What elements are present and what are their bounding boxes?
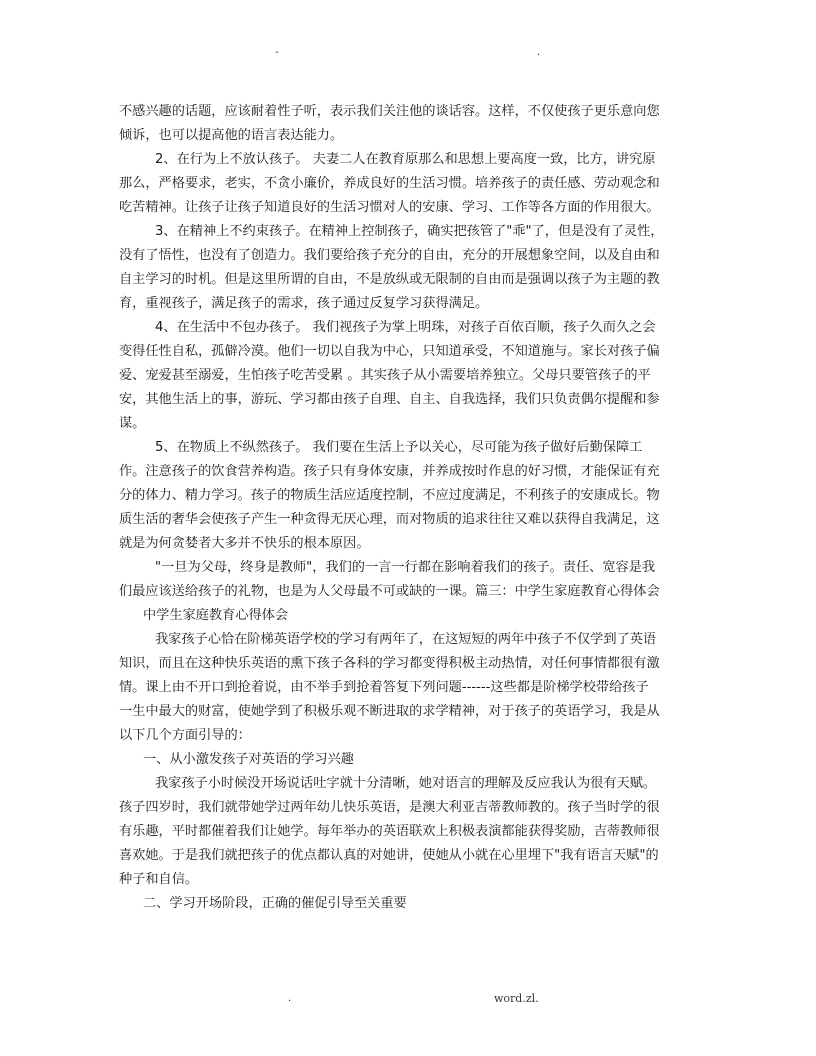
- text-line: 以下几个方面引导的：: [119, 728, 251, 743]
- text-line: 倾诉，也可以提高他的语言表达能力。: [119, 128, 344, 143]
- text-line: 作。注意孩子的饮食营养构造。孩子只有身体安康，并养成按时作息的好习惯，才能保证有充: [119, 464, 660, 479]
- paragraph-5-start: 5、在物质上不纵然孩子。 我们要在生活上予以关心，尽可能为孩子做好后勤保障工: [155, 440, 643, 455]
- footer-left-mark: .: [288, 993, 292, 1004]
- subheading-two: 二、学习开场阶段，正确的催促引导至关重要: [143, 896, 407, 911]
- text-line: 变得任性自私，孤僻冷漠。他们一切以自我为中心，只知道承受，不知道施与。家长对孩子偏: [119, 344, 660, 359]
- quote-paragraph-start: "一旦为父母，终身是教师"，我们的一言一行都在影响着我们的孩子。责任、宽容是我: [155, 560, 656, 575]
- paragraph-talent-start: 我家孩子小时候没开场说话吐字就十分清晰，她对语言的理解及反应我认为很有天赋。: [155, 776, 657, 791]
- header-right-mark: .: [537, 47, 541, 58]
- paragraph-2-start: 2、在行为上不放认孩子。 夫妻二人在教育原那么和思想上要高度一致，比方，讲究原: [155, 152, 656, 167]
- text-line: 分的体力、精力学习。孩子的物质生活应适度控制，不应过度满足，不利孩子的安康成长。物: [119, 488, 660, 503]
- text-line: 情。课上由不开口到抢着说，由不举手到抢着答复下列问题------这些都是阶梯学校带给孩子: [119, 680, 649, 695]
- footer-source-text: word.zl.: [494, 992, 539, 1005]
- text-line: 种子和自信。: [119, 872, 199, 887]
- header-left-mark: -: [275, 47, 279, 58]
- text-line: 吃苦精神。让孩子让孩子知道良好的生活习惯对人的安康、学习、工作等各方面的作用很大。: [119, 200, 660, 215]
- text-line: 有乐趣，平时都催着我们让她学。每年举办的英语联欢上积极表演都能获得奖励，吉蒂教师很: [119, 824, 660, 839]
- text-line: 没有了悟性，也没有了创造力。我们要给孩子充分的自由，充分的开展想象空间，以及自由和: [119, 248, 660, 263]
- text-line: 安，其他生活上的事，游玩、学习都由孩子自理、自主、自我选择，我们只负责偶尔提醒和参: [119, 392, 660, 407]
- text-line: 一生中最大的财富，使她学到了积极乐观不断进取的求学精神，对于孩子的英语学习，我是从: [119, 704, 660, 719]
- text-line: 们最应该送给孩子的礼物，也是为人父母最不可或缺的一课。篇三：中学生家庭教育心得体会: [119, 584, 660, 599]
- text-line: 谋。: [119, 416, 146, 431]
- text-line: 质生活的奢华会使孩子产生一种贪得无厌心理，而对物质的追求往往又难以获得自我满足，这: [119, 512, 660, 527]
- text-line: 就是为何贪婪者大多并不快乐的根本原因。: [119, 536, 370, 551]
- document-body: [119, 100, 709, 916]
- paragraph-4-start: 4、在生活中不包办孩子。 我们视孩子为掌上明珠，对孩子百依百顺，孩子久而久之会: [155, 320, 656, 335]
- text-line: 不感兴趣的话题，应该耐着性子听，表示我们关注他的谈话容。这样，不仅使孩子更乐意向您: [119, 104, 660, 119]
- text-line: 育，重视孩子，满足孩子的需求，孩子通过反复学习获得满足。: [119, 296, 489, 311]
- text-line: 孩子四岁时，我们就带她学过两年幼儿快乐英语，是澳大利亚吉蒂教师教的。孩子当时学的很: [119, 800, 660, 815]
- text-line: 知识，而且在这种快乐英语的熏下孩子各科的学习都变得积极主动热情，对任何事情都很有激: [119, 656, 660, 671]
- text-line: 喜欢她。于是我们就把孩子的优点都认真的对她讲，使她从小就在心里埋下"我有语言天赋"的: [119, 848, 659, 863]
- subheading-one: 一、从小激发孩子对英语的学习兴趣: [143, 752, 354, 767]
- paragraph-3-start: 3、在精神上不约束孩子。在精神上控制孩子，确实把孩管了"乖"了，但是没有了灵性，: [155, 224, 664, 239]
- text-line: 自主学习的时机。但是这里所谓的自由，不是放纵或无限制的自由而是强调以孩子为主题的教: [119, 272, 660, 287]
- section-heading: 中学生家庭教育心得体会: [143, 608, 289, 623]
- text-line: 那么，严格要求，老实，不贪小廉价，养成良好的生活习惯。培养孩子的责任感、劳动观念和: [119, 176, 660, 191]
- text-line: 爱、宠爱甚至溺爱，生怕孩子吃苦受累 。其实孩子从小需要培养独立。父母只要管孩子的平: [119, 368, 651, 383]
- paragraph-english-start: 我家孩子心恰在阶梯英语学校的学习有两年了，在这短短的两年中孩子不仅学到了英语: [155, 632, 657, 647]
